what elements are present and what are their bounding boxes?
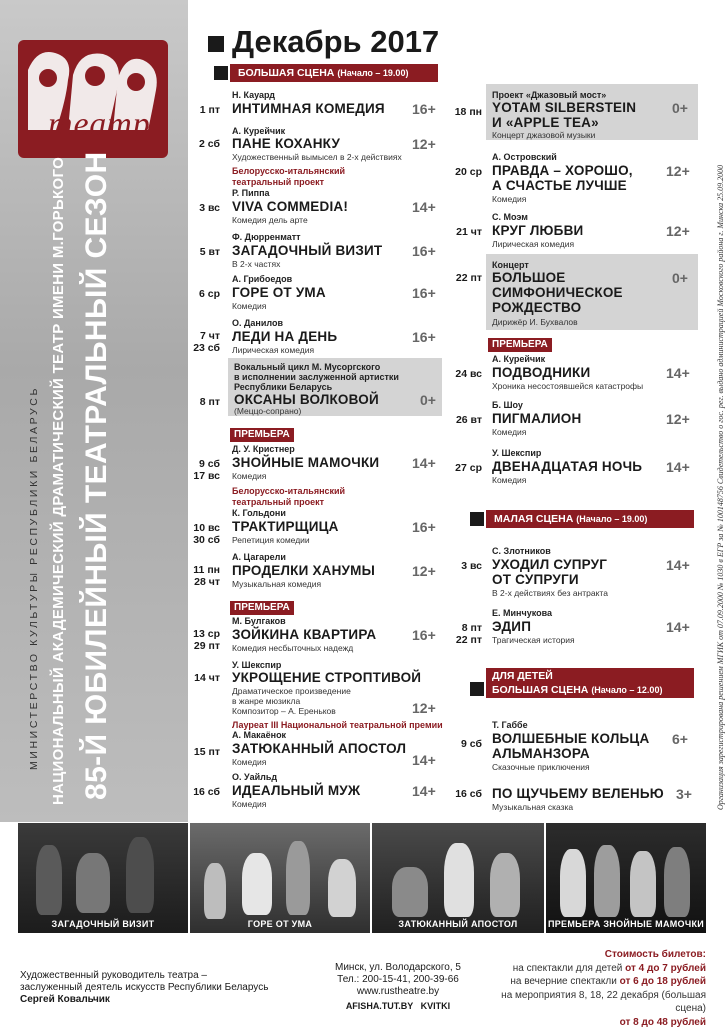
event-author: Д. У. Кристнер (232, 444, 295, 454)
event-author: К. Гольдони (232, 508, 286, 518)
photo-caption (546, 919, 706, 929)
figure-shape (490, 853, 520, 917)
event-genre: Репетиция комедии (232, 535, 310, 545)
event-title: ВОЛШЕБНЫЕ КОЛЬЦА (492, 731, 649, 746)
age-rating: 0+ (672, 270, 688, 286)
figure-shape (76, 853, 110, 913)
event-author: У. Шекспир (492, 448, 541, 458)
figure-shape (560, 849, 586, 917)
section-kids-label: ДЛЯ ДЕТЕЙ (492, 669, 694, 683)
figure-shape (286, 841, 310, 915)
price-label: на спектакли для детей (513, 963, 623, 974)
event-genre: Композитор – А. Ереньков (232, 706, 336, 716)
event-title: YOTAM SILBERSTEIN (492, 100, 636, 115)
photo-znoynye (546, 823, 706, 933)
season-label: 85-Й ЮБИЛЕЙНЫЙ ТЕАТРАЛЬНЫЙ СЕЗОН (80, 151, 114, 800)
event-title: ПРОДЕЛКИ ХАНУМЫ (232, 563, 375, 578)
photo-zatyukanny (372, 823, 544, 933)
event-author: А. Цагарели (232, 552, 286, 562)
event-author: Ф. Дюрренматт (232, 232, 301, 242)
prices-header: Стоимость билетов: (486, 948, 706, 962)
section-name: БОЛЬШАЯ СЦЕНА (238, 67, 334, 79)
event-author: А. Островский (492, 152, 557, 162)
event-date: 18 пн (440, 106, 482, 118)
event-title: ТРАКТИРЩИЦА (232, 519, 339, 534)
section-time: (Начало – 12.00) (591, 685, 662, 695)
event-date-2: 28 чт (180, 576, 220, 588)
photo-caption: ЗАТЮКАННЫЙ АПОСТОЛ (372, 919, 544, 929)
event-title: А СЧАСТЬЕ ЛУЧШЕ (492, 178, 627, 193)
price-value: от 4 до 7 рублей (625, 963, 706, 974)
event-genre: Трагическая история (492, 635, 575, 645)
event-title: ПАНЕ КОХАНКУ (232, 136, 340, 151)
premiere-badge: ПРЕМЬЕРА (230, 428, 294, 442)
event-date: 8 пт (180, 396, 220, 408)
event-author: У. Шекспир (232, 660, 281, 670)
event-author: М. Булгаков (232, 616, 286, 626)
ministry-label: МИНИСТЕРСТВО КУЛЬТУРЫ РЕСПУБЛИКИ БЕЛАРУСЬ (28, 386, 40, 770)
vertical-texts (0, 0, 188, 822)
figure-shape (204, 863, 226, 919)
price-line (486, 989, 706, 1016)
event-genre: Комедия (492, 427, 526, 437)
price-label: на мероприятия 8, 18, 22 декабря (большая сцена) (501, 990, 706, 1015)
event-title: И «APPLE TEA» (492, 115, 599, 130)
age-rating: 14+ (666, 557, 690, 573)
event-date: 16 сб (180, 786, 220, 798)
photo-strip (18, 823, 706, 933)
premiere-badge: ПРЕМЬЕРА (230, 601, 294, 615)
event-date: 13 ср (180, 628, 220, 640)
age-rating: 16+ (412, 329, 436, 345)
age-rating: 14+ (666, 365, 690, 381)
event-title: ЗАТЮКАННЫЙ АПОСТОЛ (232, 741, 406, 756)
event-author: А. Макаёнок (232, 730, 286, 740)
logo-text: театр (48, 106, 151, 144)
figure-shape (594, 845, 620, 917)
event-genre: Сказочные приключения (492, 762, 590, 772)
section-name: МАЛАЯ СЦЕНА (494, 513, 573, 525)
address: Минск, ул. Володарского, 5 (318, 962, 478, 974)
event-title: ЛЕДИ НА ДЕНЬ (232, 329, 337, 344)
event-date: 14 чт (180, 672, 220, 684)
event-genre: Хроника несостоявшейся катастрофы (492, 381, 643, 391)
event-title: ДВЕНАДЦАТАЯ НОЧЬ (492, 459, 642, 474)
event-title: ЗОЙКИНА КВАРТИРА (232, 627, 376, 642)
event-title: БОЛЬШОЕ (492, 270, 566, 285)
event-genre: Музыкальная комедия (232, 579, 321, 589)
event-genre: Комедия (232, 301, 266, 311)
event-genre: Художественный вымысел в 2-х действиях (232, 152, 402, 162)
registration-note: Организация зарегистрирована решением МГИК от 07.09.2000 № 1030 в ЕГР за № 100148756 Свидетельство о гос. рег. выдано администрацией Московского района г. Минска 25.09.2000 (716, 165, 725, 810)
section-time: (Начало – 19.00) (337, 68, 408, 78)
event-date-2: 29 пт (180, 640, 220, 652)
age-rating: 14+ (412, 455, 436, 471)
event-genre: В 2-х действиях без антракта (492, 588, 608, 598)
age-rating: 0+ (420, 392, 436, 408)
footer-director (20, 970, 268, 1006)
event-title: ИНТИМНАЯ КОМЕДИЯ (232, 101, 385, 116)
event-author: А. Курейчик (492, 354, 545, 364)
figure-shape (392, 867, 428, 917)
event-genre: Лирическая комедия (492, 239, 574, 249)
section-square-icon (470, 682, 484, 696)
project-note: театральный проект (232, 177, 324, 187)
event-title: АЛЬМАНЗОРА (492, 746, 590, 761)
event-genre: Комедия (232, 471, 266, 481)
price-value: от 6 до 18 рублей (620, 976, 706, 987)
event-author: С. Злотников (492, 546, 551, 556)
section-kids (486, 668, 694, 698)
event-date: 22 пт (440, 272, 482, 284)
event-date: 16 сб (440, 788, 482, 800)
event-genre: Комедия дель арте (232, 215, 308, 225)
title-square-icon (208, 36, 224, 52)
director-name: Сергей Ковальчик (20, 994, 110, 1005)
event-date-2: 17 вс (180, 470, 220, 482)
event-title: ОТ СУПРУГИ (492, 572, 579, 587)
age-rating: 12+ (412, 700, 436, 716)
event-title: ИДЕАЛЬНЫЙ МУЖ (232, 783, 360, 798)
age-rating: 12+ (666, 163, 690, 179)
age-rating: 16+ (412, 285, 436, 301)
event-genre: В 2-х частях (232, 259, 280, 269)
event-genre: (Меццо-сопрано) (234, 406, 301, 416)
event-genre: Комедия (492, 475, 526, 485)
event-author: Н. Кауард (232, 90, 275, 100)
event-title: УКРОЩЕНИЕ СТРОПТИВОЙ (232, 670, 421, 685)
price-line (486, 962, 706, 976)
event-title: ПО ЩУЧЬЕМУ ВЕЛЕНЬЮ (492, 786, 664, 801)
figure-shape (664, 847, 690, 917)
event-genre: Концерт джазовой музыки (492, 130, 595, 140)
event-author: Е. Минчукова (492, 608, 552, 618)
age-rating: 12+ (666, 411, 690, 427)
age-rating: 0+ (672, 100, 688, 116)
theatre-name: НАЦИОНАЛЬНЫЙ АКАДЕМИЧЕСКИЙ ДРАМАТИЧЕСКИЙ ТЕАТР ИМЕНИ М.ГОРЬКОГО (50, 157, 67, 805)
event-genre: Музыкальная сказка (492, 802, 573, 812)
figure-shape (242, 853, 272, 915)
event-genre: Драматическое произведение (232, 686, 351, 696)
event-author: в исполнении заслуженной артистки (234, 372, 399, 382)
section-square-icon (470, 512, 484, 526)
age-rating: 12+ (412, 563, 436, 579)
section-square-icon (214, 66, 228, 80)
event-date: 3 вс (180, 202, 220, 214)
project-note: Белорусско-итальянский (232, 166, 345, 176)
age-rating: 16+ (412, 519, 436, 535)
phones: Тел.: 200-15-41, 200-39-66 (318, 974, 478, 986)
footer-contacts (318, 962, 478, 1012)
event-author: С. Моэм (492, 212, 528, 222)
event-date: 6 ср (180, 288, 220, 300)
event-author: Р. Пиппа (232, 188, 270, 198)
event-genre: Комедия (492, 194, 526, 204)
event-date: 26 вт (440, 414, 482, 426)
event-date: 9 сб (440, 738, 482, 750)
age-rating: 16+ (412, 101, 436, 117)
figure-shape (328, 859, 356, 917)
price-line (486, 975, 706, 989)
event-title: ПРАВДА – ХОРОШО, (492, 163, 633, 178)
figure-shape (36, 845, 62, 915)
kvitki-logo[interactable]: KVITKI (421, 1001, 451, 1011)
event-author: Республики Беларусь (234, 382, 332, 392)
director-line: Художественный руководитель театра – (20, 970, 268, 982)
event-date: 27 ср (440, 462, 482, 474)
event-date: 9 сб (180, 458, 220, 470)
section-name: БОЛЬШАЯ СЦЕНА (492, 684, 588, 696)
event-author: Б. Шоу (492, 400, 523, 410)
event-title: ГОРЕ ОТ УМА (232, 285, 326, 300)
event-title: ОКСАНЫ ВОЛКОВОЙ (234, 392, 379, 407)
laureate-note: Лауреат III Национальной театральной премии (232, 720, 443, 730)
event-genre: Лирическая комедия (232, 345, 314, 355)
age-rating: 12+ (666, 223, 690, 239)
project-note: театральный проект (232, 497, 324, 507)
event-genre: Комедия несбыточных надежд (232, 643, 353, 653)
event-date-2: 23 сб (180, 342, 220, 354)
event-title: ЭДИП (492, 619, 531, 634)
event-title: РОЖДЕСТВО (492, 300, 581, 315)
price-label: на вечерние спектакли (510, 976, 616, 987)
figure-shape (444, 843, 474, 917)
event-date: 2 сб (180, 138, 220, 150)
age-rating: 12+ (412, 136, 436, 152)
afisha-logo[interactable]: AFISHA.TUT.BY (346, 1001, 413, 1011)
figure-shape (126, 837, 154, 913)
event-date: 1 пт (180, 104, 220, 116)
event-author: О. Данилов (232, 318, 283, 328)
photo-caption-premiere: ПРЕМЬЕРА (548, 919, 601, 929)
event-genre: Комедия (232, 757, 266, 767)
event-date: 5 вт (180, 246, 220, 258)
project-note: Белорусско-итальянский (232, 486, 345, 496)
age-rating: 14+ (666, 619, 690, 635)
event-title: КРУГ ЛЮБВИ (492, 223, 583, 238)
age-rating: 6+ (672, 731, 688, 747)
figure-shape (630, 851, 656, 917)
event-date: 7 чт (180, 330, 220, 342)
event-date: 20 ср (440, 166, 482, 178)
event-date: 11 пн (180, 564, 220, 576)
age-rating: 14+ (412, 783, 436, 799)
section-small-stage (486, 510, 694, 528)
event-title: ПОДВОДНИКИ (492, 365, 590, 380)
age-rating: 14+ (666, 459, 690, 475)
section-time: (Начало – 19.00) (576, 514, 647, 524)
event-date: 3 вс (440, 560, 482, 572)
photo-zagadochny (18, 823, 188, 933)
event-title: СИМФОНИЧЕСКОЕ (492, 285, 623, 300)
event-author: А. Курейчик (232, 126, 285, 136)
section-big-stage (230, 64, 438, 82)
event-title: ПИГМАЛИОН (492, 411, 581, 426)
event-author: А. Грибоедов (232, 274, 292, 284)
event-author: Концерт (492, 260, 529, 270)
price-line (486, 1016, 706, 1029)
premiere-badge: ПРЕМЬЕРА (488, 338, 552, 352)
event-genre: в жанре мюзикла (232, 696, 300, 706)
ticket-logos (318, 1000, 478, 1012)
website-link[interactable]: www.rustheatre.by (318, 986, 478, 998)
page-title: Декабрь 2017 (232, 24, 439, 60)
event-author: Т. Габбе (492, 720, 528, 730)
event-title: ЗНОЙНЫЕ МАМОЧКИ (232, 455, 379, 470)
photo-caption: ЗАГАДОЧНЫЙ ВИЗИТ (18, 919, 188, 929)
event-date-2: 22 пт (440, 634, 482, 646)
event-date: 24 вс (440, 368, 482, 380)
age-rating: 14+ (412, 752, 436, 768)
event-title: VIVA COMMEDIA! (232, 199, 348, 214)
event-author: О. Уайльд (232, 772, 277, 782)
event-date: 8 пт (440, 622, 482, 634)
photo-caption: ГОРЕ ОТ УМА (190, 919, 370, 929)
event-author: Проект «Джазовый мост» (492, 90, 606, 100)
director-line: заслуженный деятель искусств Республики Беларусь (20, 982, 268, 994)
event-author: Вокальный цикл М. Мусоргского (234, 362, 380, 372)
price-value: от 8 до 48 рублей (620, 1017, 706, 1028)
age-rating: 16+ (412, 627, 436, 643)
photo-gore (190, 823, 370, 933)
footer-prices (486, 948, 706, 1029)
event-title: УХОДИЛ СУПРУГ (492, 557, 607, 572)
event-date: 21 чт (440, 226, 482, 238)
event-title: ЗАГАДОЧНЫЙ ВИЗИТ (232, 243, 382, 258)
photo-caption-title: ЗНОЙНЫЕ МАМОЧКИ (603, 919, 704, 929)
age-rating: 14+ (412, 199, 436, 215)
event-genre: Комедия (232, 799, 266, 809)
event-date-2: 30 сб (180, 534, 220, 546)
event-genre: Дирижёр И. Бухвалов (492, 317, 578, 327)
age-rating: 3+ (676, 786, 692, 802)
age-rating: 16+ (412, 243, 436, 259)
event-date: 15 пт (180, 746, 220, 758)
event-date: 10 вс (180, 522, 220, 534)
